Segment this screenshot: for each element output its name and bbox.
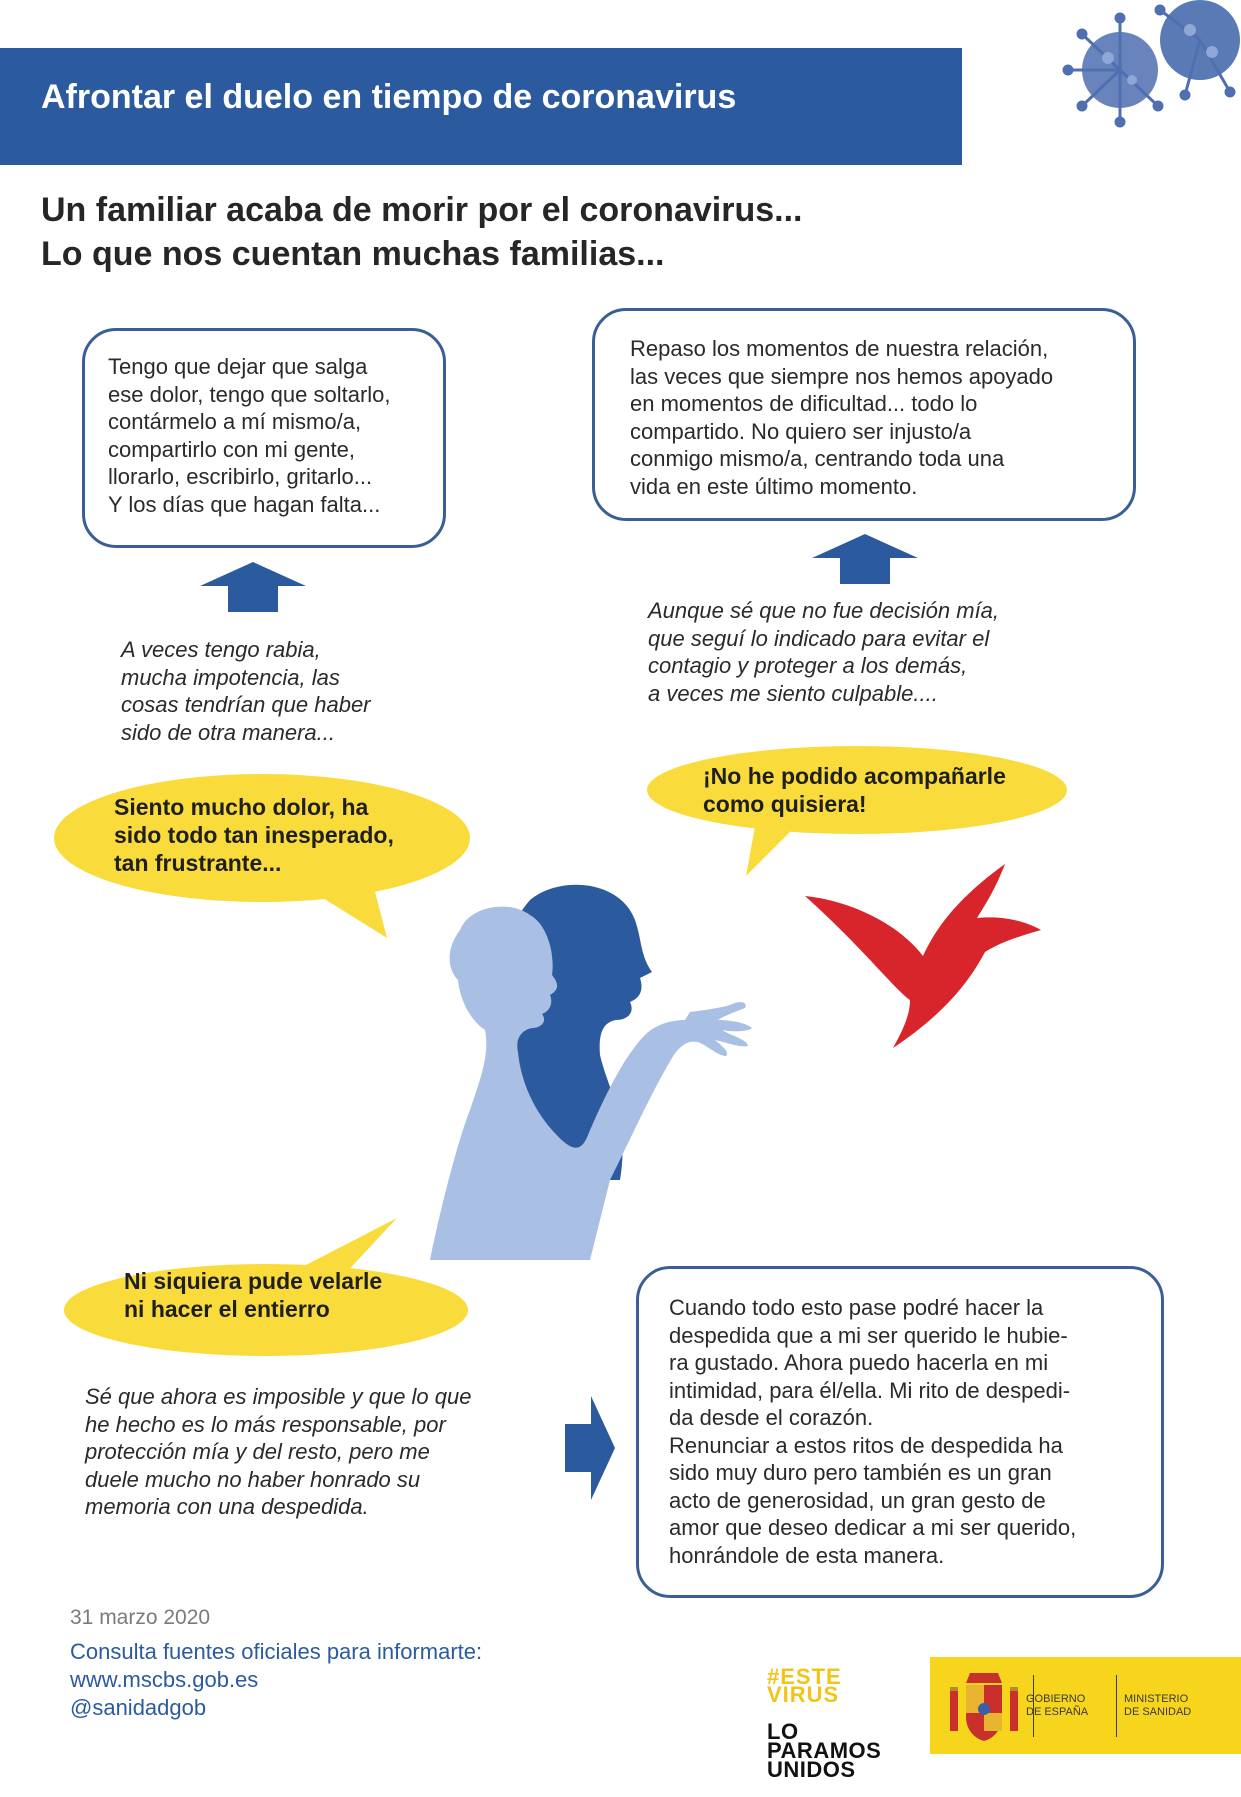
reflection-farewell: Sé que ahora es imposible y que lo que he hecho es lo más responsable, por protección mía y del resto, pero me duele mucho no haber honrado su memoria con una despedida. [85, 1384, 472, 1519]
government-logo-block [930, 1657, 1241, 1754]
speech-bubble-bottom-text: Ni siquiera pude velarle ni hacer el entierro [124, 1268, 383, 1322]
people-silhouette [430, 880, 850, 1260]
campaign-slogan: LO PARAMOS UNIDOS [767, 1719, 882, 1782]
reflection-guilt: Aunque sé que no fue decisión mía, que seguí lo indicado para evitar el contagio y proteger a los demás, a veces me siento culpable.... [648, 598, 1000, 706]
publication-date: 31 marzo 2020 [70, 1606, 211, 1629]
subtitle-line-1: Un familiar acaba de morir por el coronavirus... [41, 191, 803, 229]
reflection-anger: A veces tengo rabia, mucha impotencia, las cosas tendrían que haber sido de otra manera... [121, 637, 371, 745]
speech-bubble-left-text: Siento mucho dolor, ha sido todo tan inesperado, tan frustrante... [114, 794, 394, 876]
bird-icon [805, 860, 1045, 1050]
quote-box-top-left-text: Tengo que dejar que salga ese dolor, tengo que soltarlo, contármelo a mí mismo/a, compartirlo con mi gente, llorarlo, escribirlo, gritarlo... Y los días que hagan falta... [108, 354, 391, 517]
subtitle-line-2: Lo que nos cuentan muchas familias... [41, 235, 665, 273]
virus-illustration [1060, 0, 1241, 160]
quote-box-top-right [592, 308, 1136, 521]
footer-twitter-handle[interactable]: @sanidadgob [70, 1695, 207, 1720]
page-title: Afrontar el duelo en tiempo de coronavirus [41, 78, 737, 116]
gov-divider [1116, 1675, 1117, 1737]
speech-bubble-right-text: ¡No he podido acompañarle como quisiera! [703, 763, 1006, 817]
arrow-up-icon [200, 562, 306, 612]
ministry-label: MINISTERIO DE SANIDAD [1124, 1693, 1192, 1718]
campaign-logo [767, 1650, 881, 1797]
subtitle [41, 188, 802, 276]
arrow-up-icon [812, 534, 918, 584]
quote-box-bottom-right [636, 1266, 1164, 1598]
quote-box-bottom-right-text: Cuando todo esto pase podré hacer la despedida que a mi ser querido le hubie- ra gustado. Ahora puedo hacerla en mi intimidad, para él/ella. Mi rito de despedi- da desde el corazón. Renunciar a estos ritos de despedida ha sido muy duro pero también es un gran acto de generosidad, un gran gesto de amor que deseo dedicar a mi ser querido, honrándole de esta manera. [669, 1295, 1077, 1568]
quote-box-top-right-text: Repaso los momentos de nuestra relación, las veces que siempre nos hemos apoyado en momentos de dificultad... todo lo compartido. No quiero ser injusto/a conmigo mismo/a, centrando toda una vida en este último momento. [630, 336, 1054, 499]
footer-info [70, 1638, 482, 1722]
coat-of-arms-icon [946, 1669, 1022, 1743]
footer-sources-text: Consulta fuentes oficiales para informarte: [70, 1639, 483, 1664]
campaign-hashtag: #ESTE VIRUS [767, 1664, 842, 1707]
arrow-right-icon [565, 1396, 615, 1500]
government-label: GOBIERNO DE ESPAÑA [1026, 1693, 1089, 1718]
footer-website-link[interactable]: www.mscbs.gob.es [70, 1667, 259, 1692]
quote-box-top-left [82, 328, 446, 548]
